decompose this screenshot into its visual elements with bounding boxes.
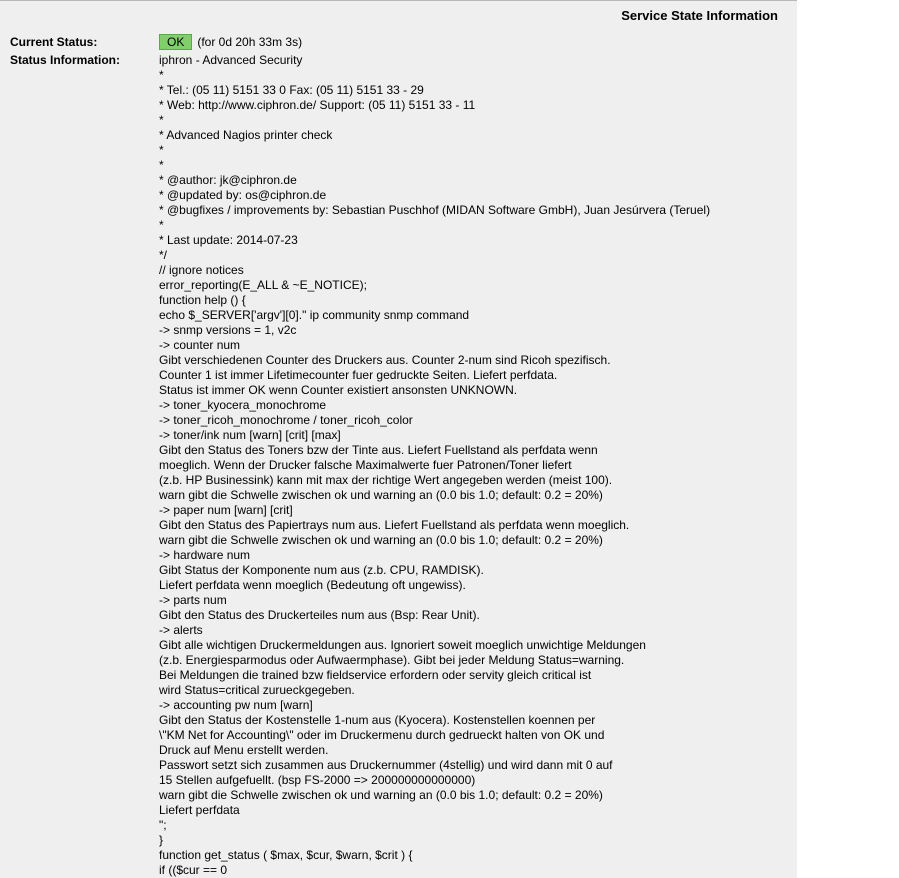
status-info-line: Liefert perfdata wenn moeglich (Bedeutung oft ungewiss). bbox=[159, 578, 466, 592]
status-info-line: * Web: http://www.ciphron.de/ Support: (05 11) 5151 33 - 11 bbox=[159, 98, 476, 112]
service-state-panel bbox=[0, 1, 797, 878]
current-status-value bbox=[159, 33, 302, 50]
status-info-line: -> counter num bbox=[159, 338, 241, 352]
status-information-label: Status Information: bbox=[10, 53, 120, 67]
status-info-line: Gibt Status der Komponente num aus (z.b. CPU, RAMDISK). bbox=[159, 563, 484, 577]
status-info-line: // ignore notices bbox=[159, 263, 244, 277]
status-info-line: -> hardware num bbox=[159, 548, 251, 562]
status-info-line: Counter 1 ist immer Lifetimecounter fuer gedruckte Seiten. Liefert perfdata. bbox=[159, 368, 558, 382]
status-info-line: \"KM Net for Accounting\" oder im Druckermenu durch gedrueckt halten von OK und bbox=[159, 728, 605, 742]
status-info-line: wird Status=critical zurueckgegeben. bbox=[159, 683, 355, 697]
status-info-line: Gibt verschiedenen Counter des Druckers aus. Counter 2-num sind Ricoh spezifisch. bbox=[159, 353, 611, 367]
status-info-line: iphron - Advanced Security bbox=[159, 53, 303, 67]
status-info-line: error_reporting(E_ALL & ~E_NOTICE); bbox=[159, 278, 367, 292]
status-info-line: Druck auf Menu erstellt werden. bbox=[159, 743, 329, 757]
status-info-line: * @bugfixes / improvements by: Sebastian Puschhof (MIDAN Software GmbH), Juan Jesúrvera (Teruel) bbox=[159, 203, 711, 217]
status-info-line: echo $_SERVER['argv'][0]." ip community snmp command bbox=[159, 308, 470, 322]
status-info-line: * bbox=[159, 218, 164, 232]
status-info-line: if (($cur == 0 bbox=[159, 863, 228, 877]
status-info-line: -> toner/ink num [warn] [crit] [max] bbox=[159, 428, 341, 442]
status-info-line: * @author: jk@ciphron.de bbox=[159, 173, 297, 187]
status-info-line: "; bbox=[159, 818, 167, 832]
status-info-line: function help () { bbox=[159, 293, 246, 307]
status-info-line: warn gibt die Schwelle zwischen ok und warning an (0.0 bis 1.0; default: 0.2 = 20%) bbox=[159, 488, 603, 502]
status-info-line: -> alerts bbox=[159, 623, 203, 637]
status-info-line: -> parts num bbox=[159, 593, 227, 607]
status-info-line: Gibt den Status des Druckerteiles num aus (Bsp: Rear Unit). bbox=[159, 608, 480, 622]
status-info-line: moeglich. Wenn der Drucker falsche Maximalwerte fuer Patronen/Toner liefert bbox=[159, 458, 572, 472]
status-info-line: -> toner_ricoh_monochrome / toner_ricoh_color bbox=[159, 413, 413, 427]
status-info-line: * bbox=[159, 68, 164, 82]
status-info-line: * bbox=[159, 143, 164, 157]
status-duration: (for 0d 20h 33m 3s) bbox=[197, 34, 303, 49]
status-info-line: Passwort setzt sich zusammen aus Druckernummer (4stellig) und wird dann mit 0 auf bbox=[159, 758, 613, 772]
status-information-text bbox=[159, 53, 779, 878]
status-info-line: Bei Meldungen die trained bzw fieldservice erfordern oder servity gleich critical ist bbox=[159, 668, 592, 682]
status-info-line: -> accounting pw num [warn] bbox=[159, 698, 313, 712]
status-info-line: } bbox=[159, 833, 164, 847]
status-info-line: 15 Stellen aufgefuellt. (bsp FS-2000 => 200000000000000) bbox=[159, 773, 476, 787]
status-info-line: * bbox=[159, 113, 164, 127]
status-info-line: (z.b. HP Businessink) kann mit max der richtige Wert angegeben werden (meist 100). bbox=[159, 473, 613, 487]
status-info-line: * Tel.: (05 11) 5151 33 0 Fax: (05 11) 5151 33 - 29 bbox=[159, 83, 424, 97]
current-status-label: Current Status: bbox=[10, 35, 98, 49]
status-info-line: Status ist immer OK wenn Counter existiert ansonsten UNKNOWN. bbox=[159, 383, 518, 397]
status-info-line: -> snmp versions = 1, v2c bbox=[159, 323, 297, 337]
status-info-line: * bbox=[159, 158, 164, 172]
panel-title: Service State Information bbox=[621, 8, 778, 23]
status-badge: OK bbox=[159, 34, 192, 50]
status-info-line: Gibt den Status des Papiertrays num aus. Liefert Fuellstand als perfdata wenn moeglich. bbox=[159, 518, 630, 532]
status-info-line: -> paper num [warn] [crit] bbox=[159, 503, 293, 517]
status-info-line: Gibt den Status des Toners bzw der Tinte aus. Liefert Fuellstand als perfdata wenn bbox=[159, 443, 598, 457]
status-info-line: */ bbox=[159, 248, 168, 262]
status-info-line: warn gibt die Schwelle zwischen ok und warning an (0.0 bis 1.0; default: 0.2 = 20%) bbox=[159, 788, 603, 802]
status-info-line: (z.b. Energiesparmodus oder Aufwaermphase). Gibt bei jeder Meldung Status=warning. bbox=[159, 653, 625, 667]
status-info-line: * Last update: 2014-07-23 bbox=[159, 233, 298, 247]
status-info-line: -> toner_kyocera_monochrome bbox=[159, 398, 327, 412]
status-info-line: Liefert perfdata bbox=[159, 803, 240, 817]
status-info-line: function get_status ( $max, $cur, $warn, $crit ) { bbox=[159, 848, 413, 862]
status-info-line: * @updated by: os@ciphron.de bbox=[159, 188, 327, 202]
status-info-line: warn gibt die Schwelle zwischen ok und warning an (0.0 bis 1.0; default: 0.2 = 20%) bbox=[159, 533, 603, 547]
status-info-line: * Advanced Nagios printer check bbox=[159, 128, 333, 142]
status-info-line: Gibt den Status der Kostenstelle 1-num aus (Kyocera). Kostenstellen koennen per bbox=[159, 713, 596, 727]
status-info-line: Gibt alle wichtigen Druckermeldungen aus. Ignoriert soweit moeglich unwichtige Meldungen bbox=[159, 638, 646, 652]
